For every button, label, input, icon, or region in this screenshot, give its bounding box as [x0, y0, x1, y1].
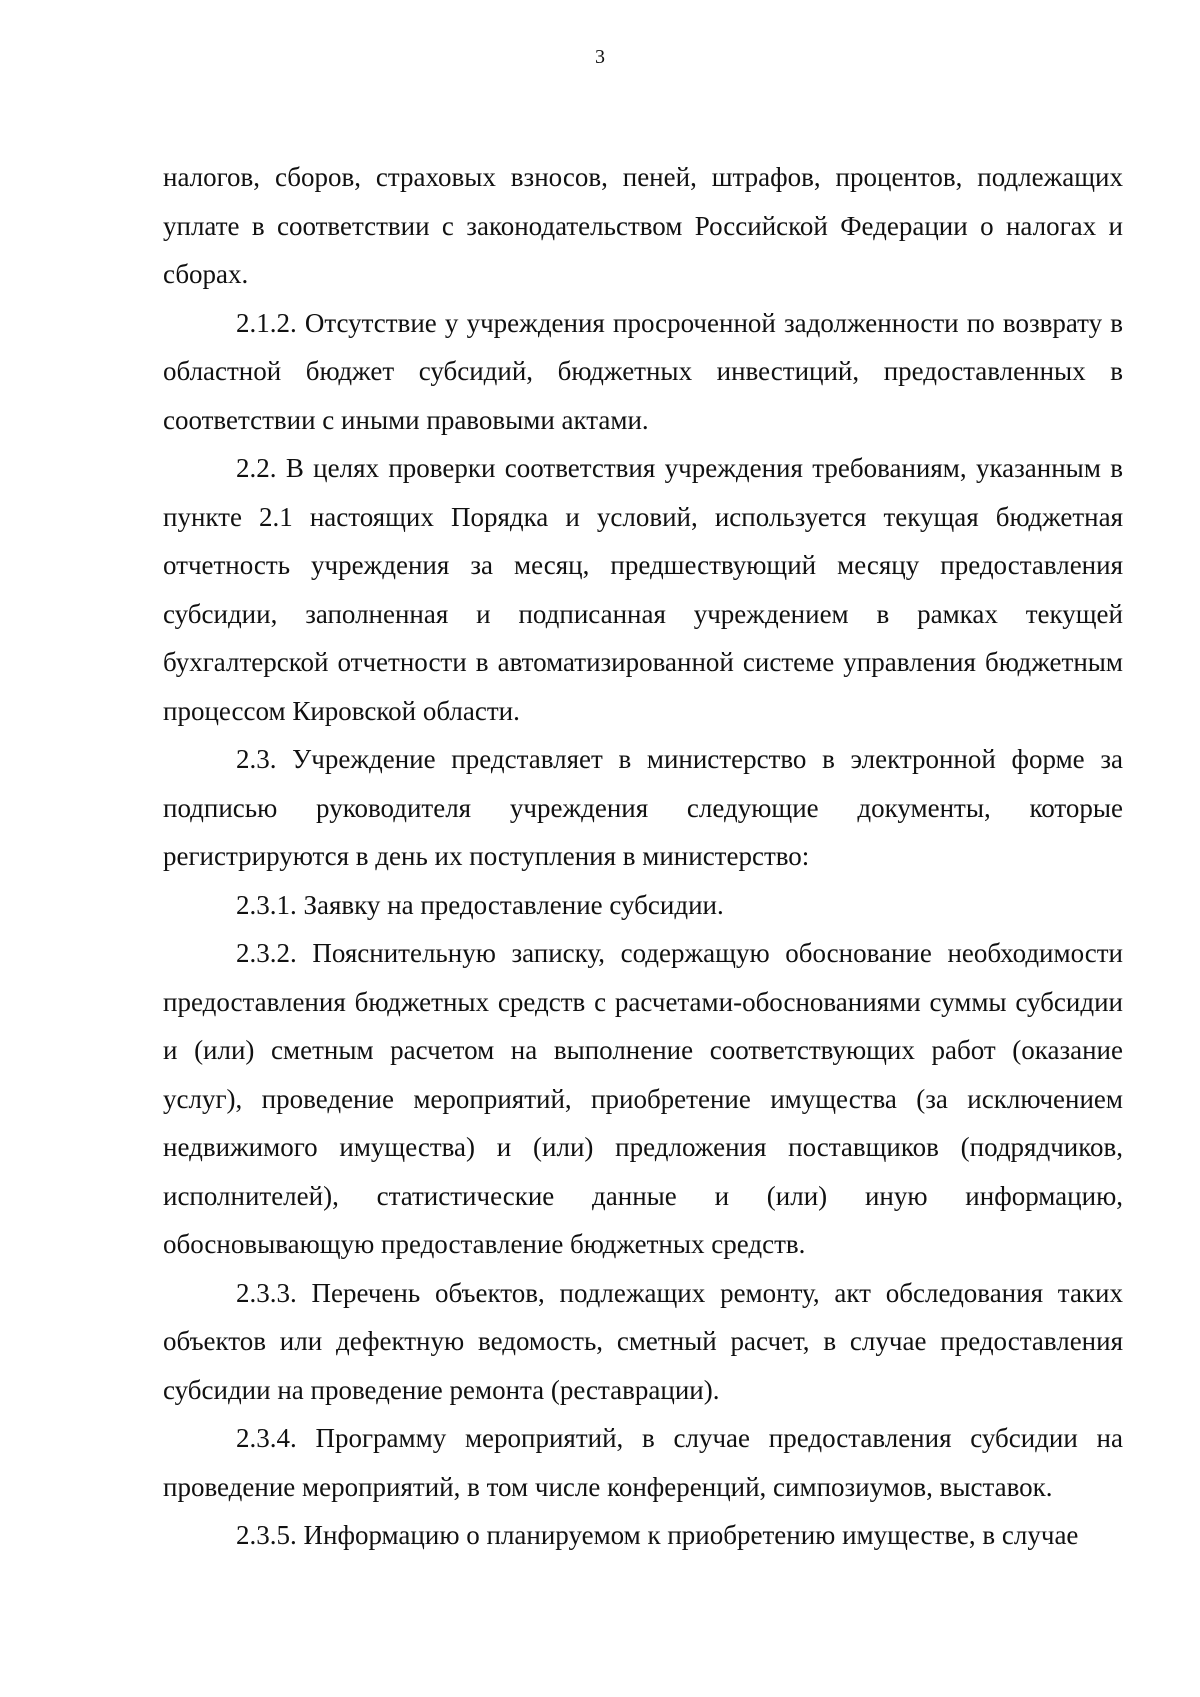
paragraph-continuation: налогов, сборов, страховых взносов, пеней, штрафов, процентов, подлежащих уплате в соответствии с законодательством Российской Федерации о налогах и сборах. — [163, 162, 1123, 289]
paragraph-2-3-4: 2.3.4. Программу мероприятий, в случае предоставления субсидии на проведение мероприятий, в том числе конференций, симпозиумов, выставок. — [163, 1423, 1123, 1502]
paragraph-2-2: 2.2. В целях проверки соответствия учреждения требованиям, указанным в пункте 2.1 настоящих Порядка и условий, используется текущая бюджетная отчетность учреждения за месяц, предшествующий месяцу предоставления субсидии, заполненная и подписанная учреждением в рамках текущей бухгалтерской отчетности в автоматизированной системе управления бюджетным процессом Кировской области. — [163, 453, 1123, 726]
document-body — [163, 153, 1123, 1560]
page-number: 3 — [595, 46, 605, 68]
paragraph-2-3-3: 2.3.3. Перечень объектов, подлежащих ремонту, акт обследования таких объектов или дефектную ведомость, сметный расчет, в случае предоставления субсидии на проведение ремонта (реставрации). — [163, 1277, 1123, 1405]
paragraph-2-1-2: 2.1.2. Отсутствие у учреждения просроченной задолженности по возврату в областной бюджет субсидий, бюджетных инвестиций, предоставленных в соответствии с иными правовыми актами. — [163, 307, 1123, 435]
paragraph-2-3-1: 2.3.1. Заявку на предоставление субсидии. — [236, 889, 724, 920]
paragraph-2-3: 2.3. Учреждение представляет в министерство в электронной форме за подписью руководителя учреждения следующие документы, которые регистрируются в день их поступления в министерство: — [163, 744, 1123, 871]
paragraph-2-3-2: 2.3.2. Пояснительную записку, содержащую обоснование необходимости предоставления бюджетных средств с расчетами-обоснованиями суммы субсидии и (или) сметным расчетом на выполнение соответствующих работ (оказание услуг), проведение мероприятий, приобретение имущества (за исключением недвижимого имущества) и (или) предложения поставщиков (подрядчиков, исполнителей), статистические данные и (или) иную информацию, обосновывающую предоставление бюджетных средств. — [163, 938, 1123, 1259]
paragraph-2-3-5: 2.3.5. Информацию о планируемом к приобретению имуществе, в случае — [236, 1520, 1079, 1550]
